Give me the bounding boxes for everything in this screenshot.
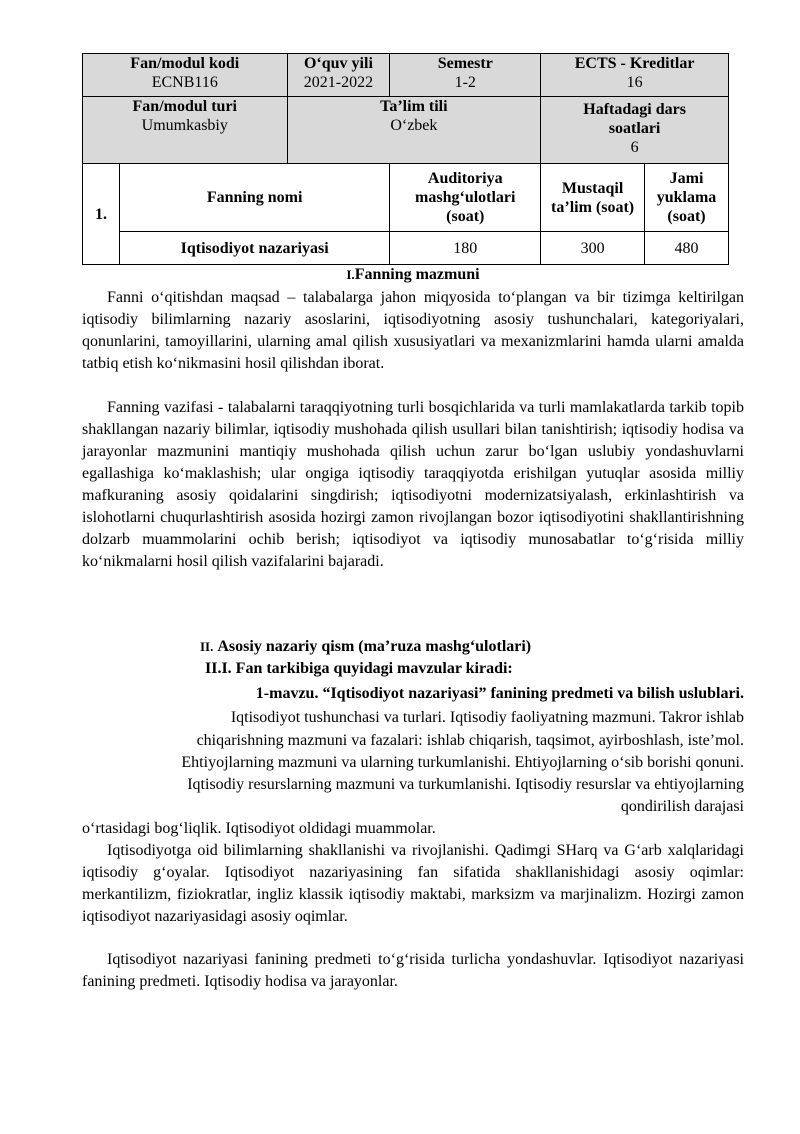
section2-subtitle: II.I. Fan tarkibiga quyidagi mavzular kiradi:: [205, 660, 513, 677]
total-load-value: 480: [645, 232, 729, 265]
section1-title: Fanning mazmuni: [354, 266, 480, 283]
language-cell: [287, 97, 541, 164]
academic-year-value: 2021-2022: [303, 74, 374, 91]
row-number: 1.: [83, 164, 120, 265]
semester-cell: [390, 54, 541, 97]
module-code-value: ECNB116: [151, 74, 218, 91]
academic-year-cell: [287, 54, 390, 97]
language-label: Ta’lim tili: [380, 98, 448, 115]
self-study-header: Mustaqil ta’lim (soat): [541, 164, 645, 232]
topic1-line3: Ehtiyojlarning mazmuni va ularning turkumlanishi. Ehtiyojlarning o‘sib borishi qonuni.: [181, 754, 744, 771]
module-code-cell: [83, 54, 288, 97]
topic1-line6: o‘rtasidagi bog‘liqlik. Iqtisodiyot oldidagi muammolar.: [82, 820, 436, 837]
topic1-paragraph2: Iqtisodiyotga oid bilimlarning shakllanishi va rivojlanishi. Qadimgi SHarq va G‘arb xalqlaridagi iqtisodiy g‘oyalar. Iqtisodiyot nazariyasining fan sifatida shakllanishidagi asosiy oqimlar: merkantilizm, fiziokratlar, ingliz klassik iqtisodiy maktabi, marksizm va marjinalizm. Hozirgi zamon iqtisodiyot nazariyasidagi asosiy oqimlar.: [82, 842, 744, 925]
ects-label: ECTS - Kreditlar: [574, 55, 695, 72]
subject-name-header: Fanning nomi: [119, 164, 389, 232]
section1-number: I.: [346, 267, 355, 282]
ects-value: 16: [626, 74, 643, 91]
goal-paragraph: Fanni o‘qitishdan maqsad – talabalarga jahon miqyosida to‘plangan va bir tizimga keltirilgan iqtisodiy bilimlarning nazariy asoslarini, iqtisodiyotning asosiy tushunchalari, kategoriyalari, qonunlarini, tamoyillarini, ularning amal qilish xususiyatlari va mexanizmlarini hamda ularni amalda tatbiq etish ko‘nikmasini hosil qilishdan iborat.: [82, 289, 744, 372]
academic-year-label: O‘quv yili: [303, 55, 373, 72]
self-study-value: 300: [541, 232, 645, 265]
topic1-line2: chiqarishning mazmuni va fazalari: ishlab chiqarish, taqsimot, ayirboshlash, iste’mol.: [196, 732, 744, 749]
course-info-table: [82, 53, 729, 265]
total-load-header: Jami yuklama (soat): [645, 164, 729, 232]
topic1-line1: Iqtisodiyot tushunchasi va turlari. Iqtisodiy faoliyatning mazmuni. Takror ishlab: [230, 709, 744, 726]
section2-heading: [200, 636, 620, 658]
language-value: O‘zbek: [390, 117, 438, 134]
section2-number: II.: [200, 639, 214, 654]
module-type-value: Umumkasbiy: [141, 117, 228, 134]
weekly-hours-value: 6: [630, 139, 639, 156]
ects-cell: [541, 54, 729, 97]
topic1-title: 1-mavzu. “Iqtisodiyot nazariyasi” fanining predmeti va bilish uslublari.: [255, 685, 744, 702]
semester-value: 1-2: [454, 74, 476, 91]
weekly-hours-label: Haftadagi dars soatlari: [583, 101, 686, 137]
module-code-label: Fan/modul kodi: [130, 55, 240, 72]
module-type-label: Fan/modul turi: [132, 98, 237, 115]
subject-name: Iqtisodiyot nazariyasi: [119, 232, 389, 265]
topic1-line5: qondirilish darajasi: [620, 798, 744, 815]
weekly-hours-cell: [541, 97, 729, 164]
module-type-cell: [83, 97, 288, 164]
topic1-line4: Iqtisodiy resurslarning mazmuni va turkumlanishi. Iqtisodiy resurslar va ehtiyojlarning: [187, 776, 744, 793]
section2-title: Asosiy nazariy qism (ma’ruza mashg‘ulotlari): [217, 638, 532, 655]
tasks-paragraph: Fanning vazifasi - talabalarni taraqqiyotning turli bosqichlarida va turli mamlakatlarda tarkib topib shakllangan nazariy bilimlar, iqtisodiy mushohada qilish usullari bilan tanishtirish; iqtisodiy hodisa va jarayonlar mazmunini mantiqiy mushohada qilish uchun zarur bo‘lgan uslubiy yondashuvlarni egallashiga ko‘maklashish; ular ongiga iqtisodiy taraqqiyotda erishilgan yutuqlar asosida milliy mafkuraning asosiy qoidalarini singdirish; iqtisodiyotni modernizatsiyalash, erkinlashtirish va islohotlarni chuqurlashtirish asosida hozirgi zamon rivojlangan bozor iqtisodiyotini shakllantirishning dolzarb muammolarini ochib berish; iqtisodiyot va iqtisodiy munosabatlar to‘g‘risida milliy ko‘nikmalarni hosil qilish vazifalarini bajaradi.: [82, 399, 744, 570]
auditorium-hours-header: Auditoriya mashg‘ulotlari (soat): [390, 164, 541, 232]
topic1-paragraph3: Iqtisodiyot nazariyasi fanining predmeti to‘g‘risida turlicha yondashuvlar. Iqtisodiyot nazariyasi fanining predmeti. Iqtisodiy hodisa va jarayonlar.: [82, 951, 744, 990]
semester-label: Semestr: [437, 55, 493, 72]
section1-heading: [82, 264, 744, 286]
auditorium-hours-value: 180: [390, 232, 541, 265]
